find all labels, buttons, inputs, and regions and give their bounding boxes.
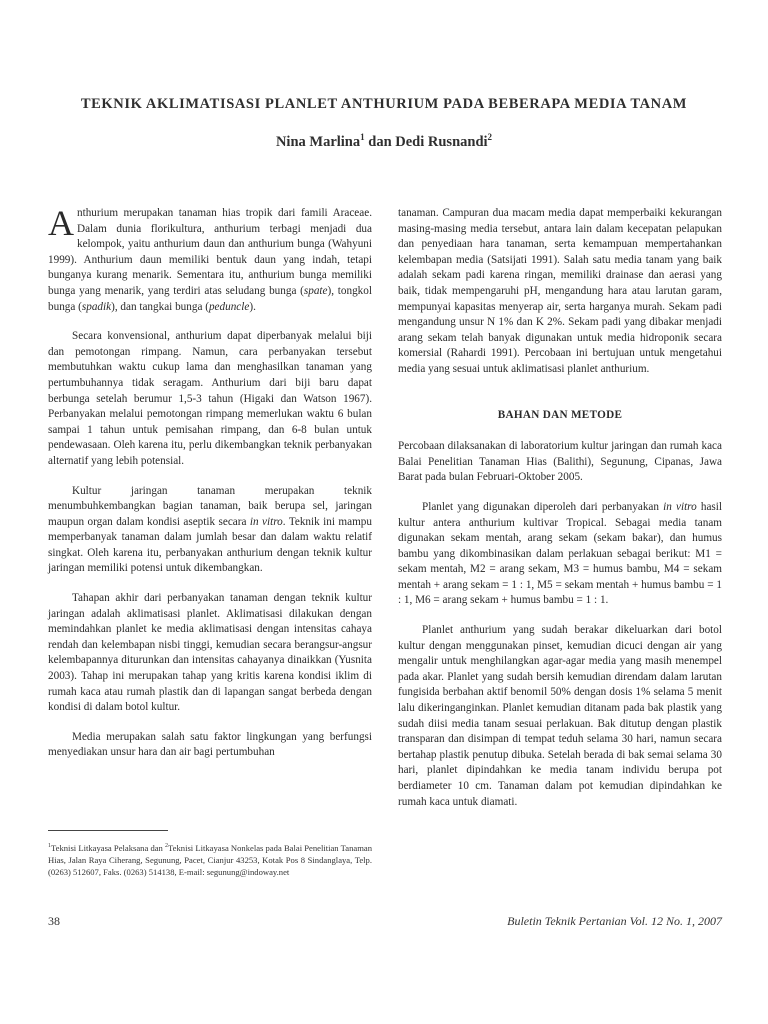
footnote-marker-1: 1	[48, 843, 51, 849]
journal-citation: Buletin Teknik Pertanian Vol. 12 No. 1, 2007	[507, 914, 722, 928]
page-number: 38	[48, 914, 60, 928]
procedure-paragraph: Planlet anthurium yang sudah berakar dikeluarkan dari botol kultur dengan menggunakan pinset, kemudian dicuci dengan air yang mengalir untuk menghilangkan agar-agar media yang masih menempel pada akar. Planlet yang sudah bersih kemudian direndam dalam larutan fungisida berbahan aktif benomil 50% dengan dosis 1% selama 5 menit lalu dikeringanginkan. Planlet kemudian ditanam pada bak plastik yang sudah diisi media tanam sesuai perlakuan. Bak ditutup dengan plastik transparan dan disimpan di tempat teduh selama 30 hari, namun secara bertahap plastik penutup dibuka. Setelah berada di bak semai selama 30 hari, planlet dipindahkan ke media tanam individu berupa pot berdiameter 10 cm. Tanaman dalam pot kemudian dipindahkan ke rumah kaca untuk diamati.	[398, 624, 722, 808]
author-2-name: Dedi Rusnandi	[395, 133, 488, 150]
drop-cap: A	[48, 203, 74, 243]
term-spate: spate	[303, 284, 328, 297]
footnote	[48, 840, 372, 878]
term-peduncle: peduncle	[208, 300, 250, 313]
article-title: TEKNIK AKLIMATISASI PLANLET ANTHURIUM PADA BEBERAPA MEDIA TANAM	[80, 96, 688, 112]
materials-text-2: hasil kultur antera anthurium kultivar Tropical. Sebagai media tanam digunakan sekam mentah, arang sekam (sekam bakar), dan humus bambu yang dikombinasikan dalam perlakuan sebagai berikut: M1 = sekam mentah, M2 = arang sekam, M3 = humus bambu, M4 = sekam mentah + arang sekam = 1 : 1, M5 = sekam mentah + humus bambu = 1 : 1, M6 = arang sekam + humus bambu = 1 : 1.	[398, 500, 723, 607]
intro-paragraph	[48, 203, 372, 315]
footnote-text-1: Teknisi Litkayasa Pelaksana dan	[51, 842, 166, 853]
term-in-vitro: in vitro	[249, 515, 283, 528]
intro-text-4: ).	[249, 300, 256, 313]
term-spadik: spadik	[81, 300, 112, 313]
continued-paragraph: tanaman. Campuran dua macam media dapat memperbaiki kekurangan masing-masing media tersebut, antara lain dalam kecepatan pelapukan dan penyediaan hara tanaman, serta kemampuan mempertahankan kelembapan media (Satsijati 1991). Salah satu media tanam yang baik adalah sekam padi karena ringan, memiliki drainase dan aerasi yang baik, tidak mempengaruhi pH, mengandung hara atau larutan garam, mempunyai kapasitas menyerap air, serta harganya murah. Sekam padi mengandung unsur N 1% dan K 2%. Sekam padi yang dibakar menjadi arang sekam telah banyak digunakan untuk media hidroponik secara komersial (Rahardi 1991). Percobaan ini bertujuan untuk mengetahui media yang sesuai untuk aklimatisasi planlet anthurium.	[398, 207, 722, 375]
author-line	[0, 132, 768, 151]
tissue-culture-paragraph	[48, 484, 372, 578]
tissue-culture-text-1: Kultur jaringan tanaman merupakan teknik menumbuhkembangkan bagian tanaman, baik berupa sel, jaringan maupun organ dalam kondisi aseptik secara	[48, 484, 372, 528]
left-column	[48, 203, 372, 775]
intro-text-2: ), tongkol bunga (	[48, 284, 372, 313]
tissue-culture-text-2: . Teknik ini mampu memperbanyak tanaman dalam jumlah besar dan dalam waktu relatif singkat. Oleh karena itu, perbanyakan anthurium dengan teknik kultur jaringan memiliki potensi untuk dikembangkan.	[48, 515, 372, 575]
materials-text-1: Planlet yang digunakan diperoleh dari perbanyakan	[422, 500, 664, 513]
intro-text-3: ), dan tangkai bunga (	[111, 300, 209, 313]
section-heading-methods: BAHAN DAN METODE	[497, 408, 623, 421]
location-paragraph: Percobaan dilaksanakan di laboratorium kultur jaringan dan rumah kaca Balai Penelitian Tanaman Hias (Balithi), Segunung, Cipanas, Jawa Barat pada bulan Februari-Oktober 2005.	[398, 440, 722, 484]
media-paragraph: Media merupakan salah satu faktor lingkungan yang berfungsi menyediakan unsur hara dan air bagi pertumbuhan	[48, 730, 372, 759]
materials-paragraph	[398, 500, 722, 609]
intro-text-1: nthurium merupakan tanaman hias tropik dari famili Araceae. Dalam dunia florikultura, anthurium terbagi menjadi dua kelompok, yaitu anthurium daun dan anthurium bunga (Wahyuni 1999). Anthurium daun memiliki bentuk daun yang indah, tetapi bunganya kurang menarik. Sementara itu, anthurium bunga memiliki bunga yang menarik, yang terdiri atas seludang bunga (	[48, 207, 372, 297]
acclimatization-paragraph: Tahapan akhir dari perbanyakan tanaman dengan teknik kultur jaringan adalah aklimatisasi planlet. Aklimatisasi dilakukan dengan memindahkan planlet ke media aklimatisasi dengan intensitas cahaya rendah dan kelembapan nisbi tinggi, kemudian secara berangsur-angsur kelembapannya diturunkan dan intensitas cahayanya dinaikkan (Yusnita 2003). Tahap ini merupakan tahap yang kritis karena kondisi iklim di rumah kaca atau rumah plastik dan di lapangan sangat berbeda dengan kondisi di dalam botol kultur.	[48, 592, 372, 714]
footnote-divider	[48, 830, 168, 831]
author-connector: dan	[364, 133, 396, 150]
author-2-affiliation-marker: 2	[487, 132, 493, 142]
footnote-text-2: Teknisi Litkayasa Nonkelas pada Balai Penelitian Tanaman Hias, Jalan Raya Ciherang, Segunung, Pacet, Cianjur 43253, Kotak Pos 8 Sindanglaya, Telp. (0263) 512607, Faks. (0263) 514138, E-mail: segunung@indoway.net	[48, 842, 372, 878]
author-1-name: Nina Marlina	[275, 133, 361, 150]
propagation-paragraph: Secara konvensional, anthurium dapat diperbanyak melalui biji dan pemotongan rimpang. Namun, cara perbanyakan tersebut membutuhkan waktu cukup lama dan menghasilkan tanaman yang pertumbuhannya tidak seragam. Anthurium dari biji baru dapat berbunga setelah berumur 1,5-3 tahun (Higaki dan Watson 1967). Perbanyakan melalui pemotongan rimpang memerlukan waktu 6 bulan sampai 1 tahun untuk pemisahan rimpang, dan 6-8 bulan untuk pendewasaan. Oleh karena itu, perlu dikembangkan teknik perbanyakan alternatif yang lebih potensial.	[48, 330, 372, 467]
term-in-vitro-2: in vitro	[663, 500, 697, 513]
author-1-affiliation-marker: 1	[360, 132, 365, 142]
footnote-marker-2: 2	[165, 843, 169, 849]
right-column	[398, 206, 722, 824]
